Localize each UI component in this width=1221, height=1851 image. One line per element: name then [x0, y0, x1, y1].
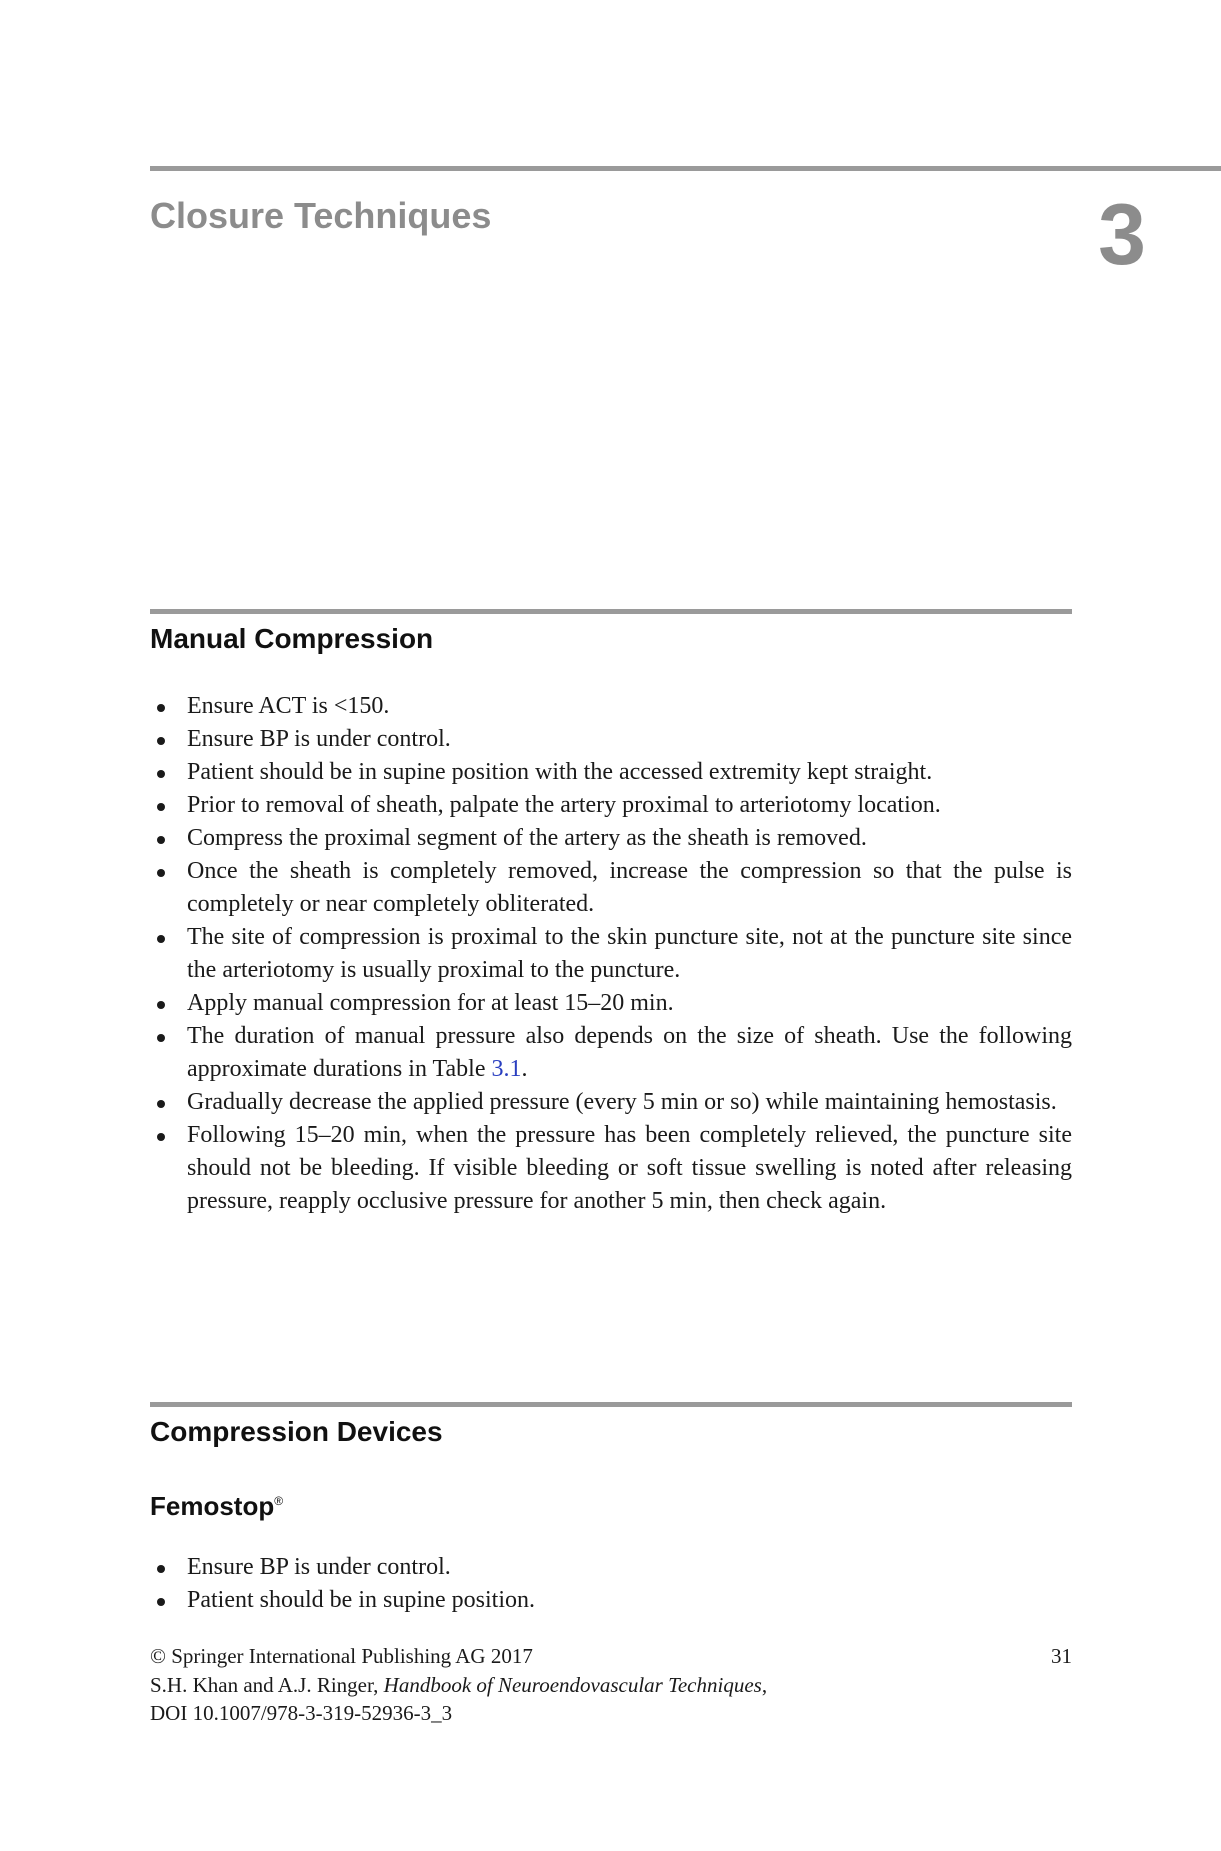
subheading-femostop — [150, 1485, 283, 1522]
chapter-top-rule — [150, 166, 1221, 171]
chapter-title: Closure Techniques — [150, 195, 492, 236]
citation-authors: S.H. Khan and A.J. Ringer, — [150, 1672, 384, 1697]
list-item: Ensure BP is under control. — [150, 723, 1072, 756]
section-rule-manual — [150, 609, 1072, 614]
table-link[interactable]: 3.1 — [491, 1056, 522, 1082]
registered-mark: ® — [274, 1494, 284, 1508]
list-item — [150, 1020, 1072, 1086]
section-heading-compression-devices: Compression Devices — [150, 1416, 443, 1447]
femostop-list — [150, 1551, 1072, 1617]
list-item: Prior to removal of sheath, palpate the artery proximal to arteriotomy location. — [150, 789, 1072, 822]
chapter-number: 3 — [1098, 187, 1146, 283]
subheading-text: Femostop — [150, 1491, 275, 1521]
list-item: Ensure ACT is <150. — [150, 690, 1072, 723]
page-number: 31 — [1051, 1644, 1072, 1668]
citation-punct: , — [761, 1672, 768, 1697]
list-item: Patient should be in supine position with the accessed extremity kept straight. — [150, 756, 1072, 789]
doi-line: DOI 10.1007/978-3-319-52936-3_3 — [150, 1701, 453, 1725]
citation-line — [150, 1671, 1072, 1700]
list-item: The site of compression is proximal to the skin puncture site, not at the puncture site since the arteriotomy is usually proximal to the puncture. — [150, 921, 1072, 987]
list-item-text: The duration of manual pressure also depends on the size of sheath. Use the following approximate durations in Table — [187, 1023, 1072, 1082]
section-rule-devices — [150, 1402, 1072, 1407]
list-item: Once the sheath is completely removed, increase the compression so that the pulse is completely or near completely obliterated. — [150, 855, 1072, 921]
section-heading-manual-compression: Manual Compression — [150, 623, 434, 654]
list-item: Compress the proximal segment of the artery as the sheath is removed. — [150, 822, 1072, 855]
list-item: Following 15–20 min, when the pressure has been completely relieved, the puncture site should not be bleeding. If visible bleeding or soft tissue swelling is noted after releasing pressure, reapply occlusive pressure for another 5 min, then check again. — [150, 1119, 1072, 1218]
list-item-text: . — [521, 1056, 528, 1082]
list-item: Apply manual compression for at least 15–20 min. — [150, 987, 1072, 1020]
list-item: Gradually decrease the applied pressure (every 5 min or so) while maintaining hemostasis. — [150, 1086, 1072, 1119]
book-title: Handbook of Neuroendovascular Techniques — [383, 1672, 762, 1697]
list-item: Patient should be in supine position. — [150, 1584, 1072, 1617]
copyright-line: © Springer International Publishing AG 2017 — [150, 1644, 533, 1668]
page-footer — [150, 1642, 1072, 1728]
manual-compression-list — [150, 690, 1072, 1218]
list-item: Ensure BP is under control. — [150, 1551, 1072, 1584]
